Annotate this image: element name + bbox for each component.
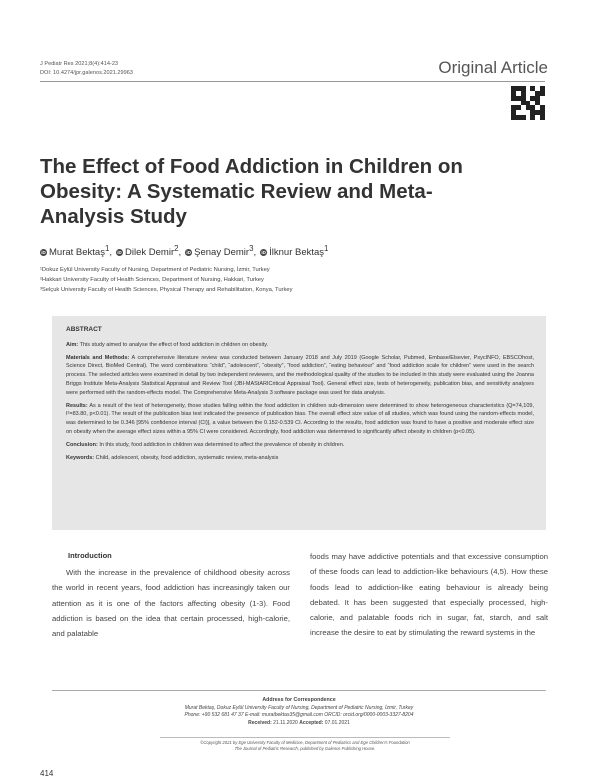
- author[interactable]: iD Şenay Demir$^3$,: [186, 244, 257, 259]
- author-name: Dilek Demir: [125, 247, 175, 259]
- methods-label: Materials and Methods:: [66, 354, 130, 361]
- intro-paragraph-left: With the increase in the prevalence of childhood obesity across the world in recent years, food addiction has increasingly taken our attention as it is one of the factors affecting obesity (1-3). Food addiction is based on the idea that certain processed, high-calorie, and palatable: [52, 568, 290, 639]
- author-affil-sup: 1: [104, 244, 110, 253]
- correspondence-dates: [52, 720, 546, 728]
- abstract-box: [52, 316, 546, 530]
- citation: J Pediatr Res 2021;8(4):414-23: [40, 61, 119, 67]
- keywords-text: Child, adolescent, obesity, food addiction, systematic review, meta-analysis: [95, 454, 279, 461]
- copyright-divider: [160, 737, 450, 738]
- affiliation: ¹Dokuz Eylül University Faculty of Nursing, Department of Pediatric Nursing, İzmir, Turkey: [40, 267, 270, 273]
- keywords-label: Keywords:: [66, 454, 95, 461]
- intro-paragraph-right: foods may have addictive potentials and that excessive consumption of these foods can lead to addiction-like behaviours (4,5). How these foods lead to addiction-like eating behaviour is already being debated. It has been suggested that especially processed, high-calorie, and palatable foods rich in sugar, fat, starch, and salt increase the desire to eat by stimulating the reward systems in the: [310, 552, 548, 638]
- article-title: The Effect of Food Addiction in Children on Obesity: A Systematic Review and Meta-Analysis Study: [40, 155, 463, 228]
- orcid-icon[interactable]: iD: [41, 250, 46, 256]
- orcid-icon[interactable]: iD: [186, 250, 191, 256]
- aim-text: This study aimed to analyse the effect of food addiction in children on obesity.: [79, 341, 269, 348]
- affiliation: ²Hakkari University Faculty of Health Sciences, Department of Nursing, Hakkari, Turkey: [40, 277, 264, 283]
- orcid-icon[interactable]: iD: [261, 250, 266, 256]
- results-text: As a result of the test of heterogeneity, those studies falling within the food addiction in children sub-dimension were determined to show heterogeneous characteristics (Q=74,109, I²=83.80, p<0.01). The result of the publication bias test indicated the presence of publication bias. The overall effect size value of all studies, which was found using the random-effects model, was determined to be 0.346 [95% confidence interval (CI)], a value between the 0.152-0.539 CI. According to the results, food addiction was found to have a positive and moderate effect size on obesity when the average effect sizes within a 95% CI were considered. Accordingly, food addiction was determined to significantly affect obesity in children (p<0.05).: [66, 402, 534, 435]
- author-name: Murat Bektaş: [49, 247, 105, 259]
- abstract-results: [66, 402, 534, 437]
- page-number: 414: [40, 769, 54, 778]
- author[interactable]: [260, 244, 328, 258]
- body-column-left: [52, 565, 290, 641]
- header-divider: [40, 81, 545, 82]
- author-name: Şenay Demir: [194, 247, 250, 259]
- abstract-heading: ABSTRACT: [66, 326, 102, 333]
- body-column-right: [310, 549, 548, 641]
- author-affil-sup: 3: [249, 244, 254, 253]
- qr-code-icon: [511, 86, 545, 120]
- abstract-keywords: [66, 454, 534, 463]
- copyright-line: ©Copyright 2021 by Ege University Faculty of Medicine, Department of Pediatrics and Ege Children’s Foundation: [200, 740, 410, 745]
- received-date: 21.11.2020: [273, 719, 298, 726]
- abstract-conclusion: [66, 441, 534, 450]
- correspondence-address: Murat Bektaş, Dokuz Eylül University Faculty of Nursing, Department of Pediatric Nursing, İzmir, Turkey: [184, 704, 414, 711]
- article-type: Original Article: [438, 58, 548, 77]
- author-list: [40, 244, 328, 258]
- conclusion-text: In this study, food addiction in children was determined to affect the prevalence of obesity in children.: [99, 441, 345, 448]
- copyright-line: The Journal of Pediatric Research, published by Galenos Publishing House.: [234, 746, 376, 751]
- results-label: Results:: [66, 402, 88, 409]
- correspondence-heading: Address for Correspondence: [262, 697, 336, 703]
- doi[interactable]: DOI: 10.4274/jpr.galenos.2021.29963: [40, 70, 133, 76]
- orcid-icon[interactable]: iD: [117, 250, 122, 256]
- introduction-heading: Introduction: [68, 551, 112, 560]
- author[interactable]: iD Murat Bektaş$^1$,: [41, 244, 113, 259]
- received-label: Received:: [248, 719, 272, 726]
- header-meta: [40, 60, 133, 78]
- abstract-aim: [66, 341, 534, 350]
- affiliations: [40, 265, 293, 295]
- accepted-date: 07.01.2021: [324, 719, 350, 726]
- accepted-label: Accepted:: [299, 719, 324, 726]
- abstract-methods: [66, 354, 534, 398]
- footer-divider: [52, 690, 546, 691]
- correspondence-block: [52, 697, 546, 727]
- conclusion-label: Conclusion:: [66, 441, 98, 448]
- methods-text: A comprehensive literature review was conducted between January 2018 and July 2019 (Google Scholar, Pubmed, Embase/Elsevier, PsycINFO, EBSCOhost, Science Direct, BioMed Central). The word combinations “child”, “adolescent”, “obesity”, “food addiction”, “eating behaviour” and “food addiction scale for children” were used in the search process. The selected articles were examined in detail by two independent reviewers, and the methodological quality of the studies to be included in this study were evaluated using the Joanna Briggs Institute Meta-Analysis Statistical Appraisal and Review Tool (JBI-MAStARICritical Appraisal Tool). General effect size, tests of heterogeneity, publication bias, and sensitivity analyses were performed with the random-effects model. The Comprehensive Meta-Analysis 3 software package was used for data analysis.: [66, 354, 534, 396]
- affiliation: ³Selçuk University Faculty of Health Sciences, Physical Therapy and Rehabilitation, Konya, Turkey: [40, 287, 293, 293]
- author-name: İlknur Bektaş: [269, 247, 325, 259]
- aim-label: Aim:: [66, 341, 79, 348]
- author[interactable]: iD Dilek Demir$^2$,: [117, 244, 182, 259]
- author-affil-sup: 2: [174, 244, 179, 253]
- correspondence-contact[interactable]: Phone: +90 532 681 47 37 E-mail: muratbektas35@gmail.com ORCID: orcid.org/0000-0003-3327-8204: [184, 712, 414, 719]
- author-affil-sup: 1: [324, 244, 329, 253]
- copyright-notice: [160, 740, 450, 752]
